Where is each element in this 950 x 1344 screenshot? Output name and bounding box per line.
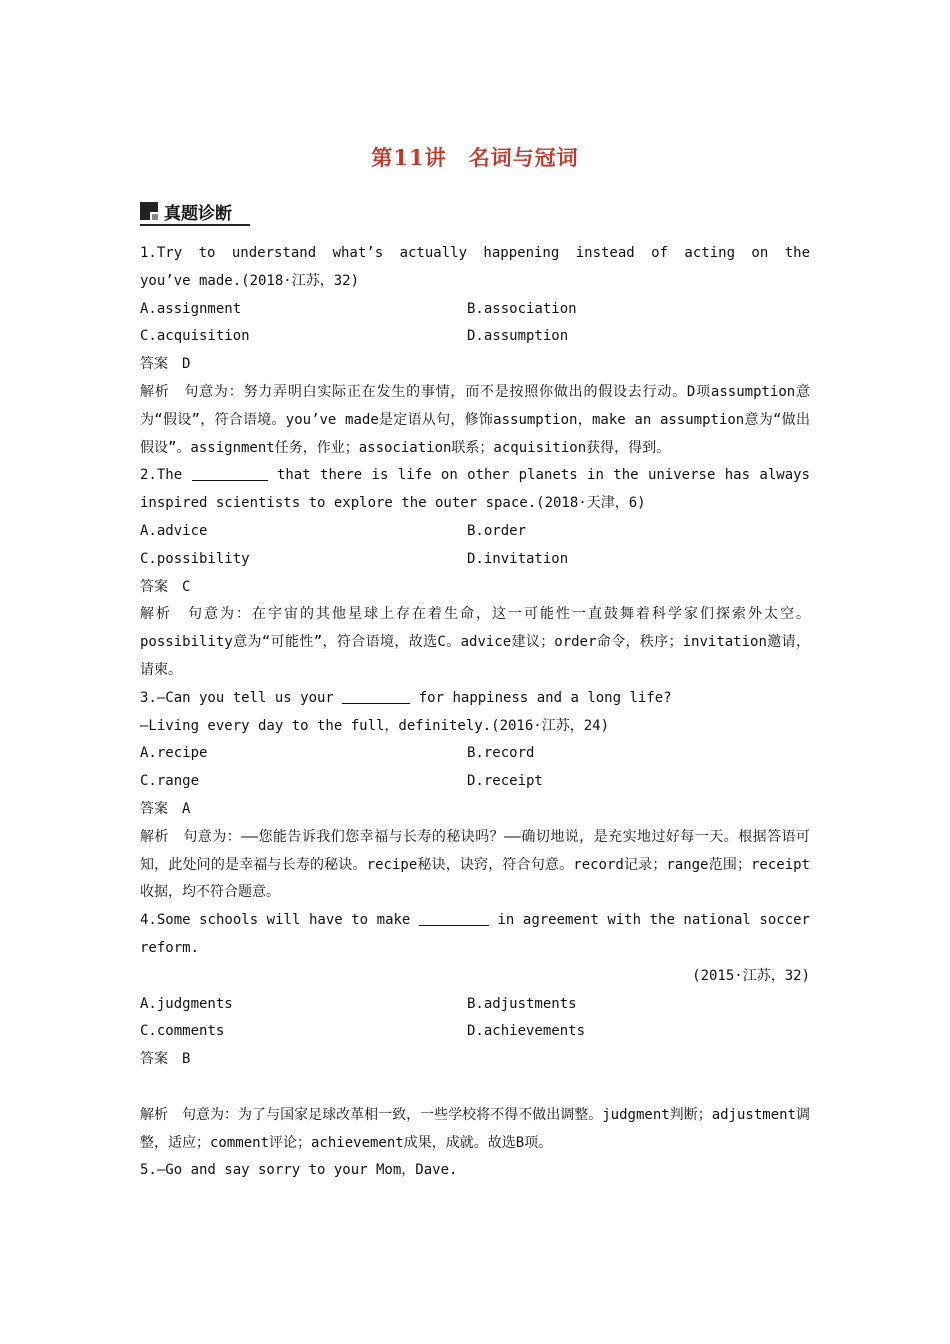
question-1 bbox=[140, 240, 810, 462]
option-d: D.receipt bbox=[467, 773, 543, 790]
analysis-text: 解析 句意为：——您能告诉我们您幸福与长寿的秘诀吗？——确切地说，是充实地过好每一天。根据答语可知，此处问的是幸福与长寿的秘诀。recipe秘诀，诀窍，符合句意。record记录；range范围；receipt收据，均不符合题意。 bbox=[140, 828, 810, 901]
options-row bbox=[140, 768, 810, 796]
question-stem-cont: you’ve made.(2018·江苏，32) bbox=[140, 272, 360, 289]
options-row bbox=[140, 518, 810, 546]
question-3 bbox=[140, 685, 810, 907]
options-row bbox=[140, 740, 810, 768]
option-a: A.advice bbox=[140, 522, 208, 539]
question-stem-cont: —Living every day to the full，definitely.(2016·江苏，24) bbox=[140, 717, 610, 734]
option-a: A.recipe bbox=[140, 745, 208, 762]
options-row bbox=[140, 546, 810, 574]
spacer bbox=[140, 1074, 810, 1102]
option-b: B.adjustments bbox=[467, 995, 577, 1012]
answer-line: 答案 A bbox=[140, 800, 191, 817]
option-a: A.assignment bbox=[140, 300, 242, 317]
question-list bbox=[140, 240, 810, 1185]
question-stem: 2.The that there is life on other planets in the universe has always bbox=[140, 467, 810, 484]
answer-blank bbox=[192, 465, 268, 481]
analysis-text: 解析 句意为：在宇宙的其他星球上存在着生命，这一可能性一直鼓舞着科学家们探索外太空。possibility意为“可能性”，符合语境，故选C。advice建议；order命令，秩序；invitation邀请，请柬。 bbox=[140, 606, 810, 678]
option-b: B.association bbox=[467, 300, 577, 317]
question-source: (2015·江苏，32) bbox=[692, 967, 810, 984]
option-d: D.achievements bbox=[467, 1023, 586, 1040]
answer-line: 答案 D bbox=[140, 356, 191, 373]
section-underline bbox=[140, 224, 250, 226]
option-b: B.order bbox=[467, 522, 527, 539]
question-stem: 3.—Can you tell us your for happiness and a long life? bbox=[140, 689, 672, 706]
option-d: D.invitation bbox=[467, 550, 569, 567]
option-d: D.assumption bbox=[467, 328, 569, 345]
options-row bbox=[140, 323, 810, 351]
square-bullet-icon bbox=[140, 202, 158, 220]
section-header bbox=[140, 199, 232, 223]
option-c: C.acquisition bbox=[140, 328, 250, 345]
section-title: 真题诊断 bbox=[164, 203, 232, 224]
answer-line: 答案 B bbox=[140, 1051, 191, 1068]
question-4 bbox=[140, 907, 810, 1157]
question-stem: 5.—Go and say sorry to your Mom，Dave. bbox=[140, 1162, 458, 1179]
analysis-text: 解析 句意为：为了与国家足球改革相一致，一些学校将不得不做出调整。judgment判断；adjustment调整，适应；comment评论；achievement成果，成就。故选B项。 bbox=[140, 1106, 810, 1151]
answer-line: 答案 C bbox=[140, 578, 191, 595]
option-b: B.record bbox=[467, 745, 535, 762]
options-row bbox=[140, 1018, 810, 1046]
option-c: C.comments bbox=[140, 1023, 225, 1040]
question-2 bbox=[140, 462, 810, 684]
question-stem: 4.Some schools will have to make in agreement with the national soccer bbox=[140, 912, 810, 929]
options-row bbox=[140, 991, 810, 1019]
page-title: 第11讲 名词与冠词 bbox=[371, 145, 579, 170]
option-c: C.range bbox=[140, 773, 200, 790]
options-row bbox=[140, 296, 810, 324]
question-stem: 1.Try to understand what’s actually happening instead of acting on the bbox=[140, 245, 810, 261]
answer-blank bbox=[419, 910, 489, 926]
option-a: A.judgments bbox=[140, 995, 233, 1012]
option-c: C.possibility bbox=[140, 550, 250, 567]
question-stem-cont: reform. bbox=[140, 939, 200, 956]
analysis-text: 解析 句意为：努力弄明白实际正在发生的事情，而不是按照你做出的假设去行动。D项assumption意为“假设”，符合语境。you’ve made是定语从句，修饰assumption，make an assumption意为“做出假设”。assignment任务，作业；association联系；acquisition获得，得到。 bbox=[140, 383, 810, 456]
answer-blank bbox=[342, 688, 410, 704]
question-stem-cont: inspired scientists to explore the outer space.(2018·天津，6) bbox=[140, 495, 646, 512]
question-5 bbox=[140, 1157, 810, 1185]
